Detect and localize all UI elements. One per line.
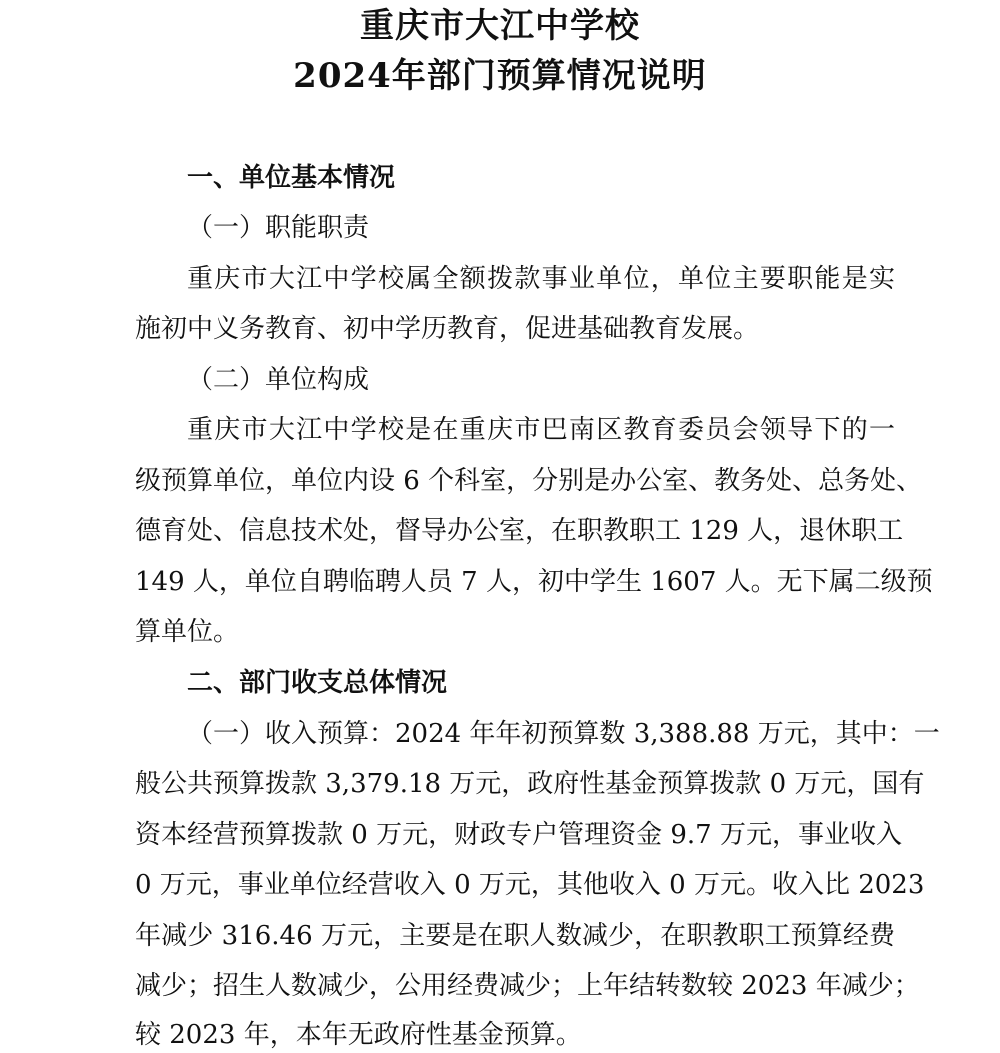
- paragraph-line: 算单位。: [135, 617, 240, 647]
- paragraph-line: 重庆市大江中学校属全额拨款事业单位，单位主要职能是实: [187, 264, 895, 294]
- paragraph-line: 年减少 316.46 万元，主要是在职人数减少，在职教职工预算经费: [135, 921, 895, 951]
- document-title-line1: 重庆市大江中学校: [360, 6, 640, 46]
- paragraph-line: 资本经营预算拨款 0 万元，财政专户管理资金 9.7 万元，事业收入: [135, 820, 902, 850]
- paragraph-line: （一）收入预算：2024 年年初预算数 3,388.88 万元，其中：一: [187, 719, 940, 749]
- paragraph-line: 0 万元，事业单位经营收入 0 万元，其他收入 0 万元。收入比 2023: [135, 870, 925, 900]
- paragraph-line: 减少；招生人数减少，公用经费减少；上年结转数较 2023 年减少；: [135, 971, 920, 1001]
- paragraph-line: 重庆市大江中学校是在重庆市巴南区教育委员会领导下的一: [187, 415, 895, 445]
- document-title-line2: 2024年部门预算情况说明: [293, 56, 707, 96]
- paragraph-line: 149 人，单位自聘临聘人员 7 人，初中学生 1607 人。无下属二级预: [135, 567, 933, 597]
- section1-sub2-heading: （二）单位构成: [187, 365, 370, 395]
- paragraph-line: 较 2023 年，本年无政府性基金预算。: [135, 1020, 582, 1050]
- paragraph-line: 级预算单位，单位内设 6 个科室，分别是办公室、教务处、总务处、: [135, 466, 923, 496]
- section2-heading: 二、部门收支总体情况: [187, 668, 448, 698]
- section1-sub1-heading: （一）职能职责: [187, 213, 370, 243]
- section1-heading: 一、单位基本情况: [187, 163, 396, 193]
- paragraph-line: 德育处、信息技术处，督导办公室，在职教职工 129 人，退休职工: [135, 516, 904, 546]
- paragraph-line: 施初中义务教育、初中学历教育，促进基础教育发展。: [135, 314, 760, 344]
- paragraph-line: 般公共预算拨款 3,379.18 万元，政府性基金预算拨款 0 万元，国有: [135, 769, 925, 799]
